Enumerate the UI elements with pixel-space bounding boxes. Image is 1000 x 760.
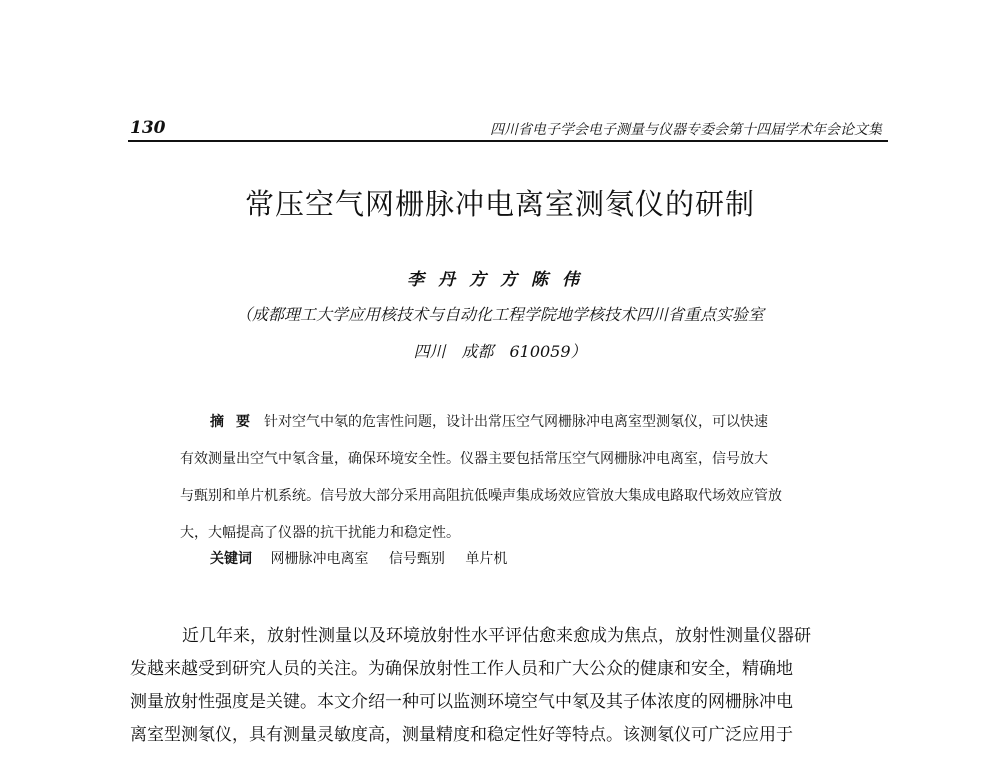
abstract-line [180,404,850,441]
keyword-item: 信号甄别 [388,551,445,567]
body-line: 发越来越受到研究人员的关注。为确保放射性工作人员和广大公众的健康和安全，精确地 [130,659,793,679]
body-paragraph [130,620,870,752]
keyword-item: 单片机 [465,551,508,567]
abstract-line: 大，大幅提高了仪器的抗干扰能力和稳定性。 [180,525,460,541]
authors: 李丹方方陈伟 [407,270,593,290]
journal-name: 四川省电子学会电子测量与仪器专委会第十四届学术年会论文集 [490,122,882,138]
abstract-text: 针对空气中氡的危害性问题，设计出常压空气网栅脉冲电离室型测氡仪，可以快速 [264,414,768,430]
body-line: 近几年来，放射性测量以及环境放射性水平评估愈来愈成为焦点，放射性测量仪器研 [182,626,811,646]
affiliation-line-2: 四川 成都 610059） [413,342,587,361]
abstract-label: 摘要 [210,414,262,430]
abstract-line: 有效测量出空气中氡含量，确保环境安全性。仪器主要包括常压空气网栅脉冲电离室，信号放大 [180,451,768,467]
page-number: 130 [130,118,166,138]
abstract-line: 与甄别和单片机系统。信号放大部分采用高阻抗低噪声集成场效应管放大集成电路取代场效应管放 [180,488,782,504]
keywords [210,548,523,568]
keyword-item: 网栅脉冲电离室 [270,551,369,567]
paper-title: 常压空气网栅脉冲电离室测氡仪的研制 [244,187,755,221]
body-line: 测量放射性强度是关键。本文介绍一种可以监测环境空气中氡及其子体浓度的网栅脉冲电 [130,692,793,712]
body-line: 离室型测氡仪，具有测量灵敏度高，测量精度和稳定性好等特点。该测氡仪可广泛应用于 [130,725,793,745]
keywords-label: 关键词 [210,551,252,567]
running-header [128,116,888,142]
abstract [180,404,850,552]
affiliation-line-1: （成都理工大学应用核技术与自动化工程学院地学核技术四川省重点实验室 [235,305,764,324]
